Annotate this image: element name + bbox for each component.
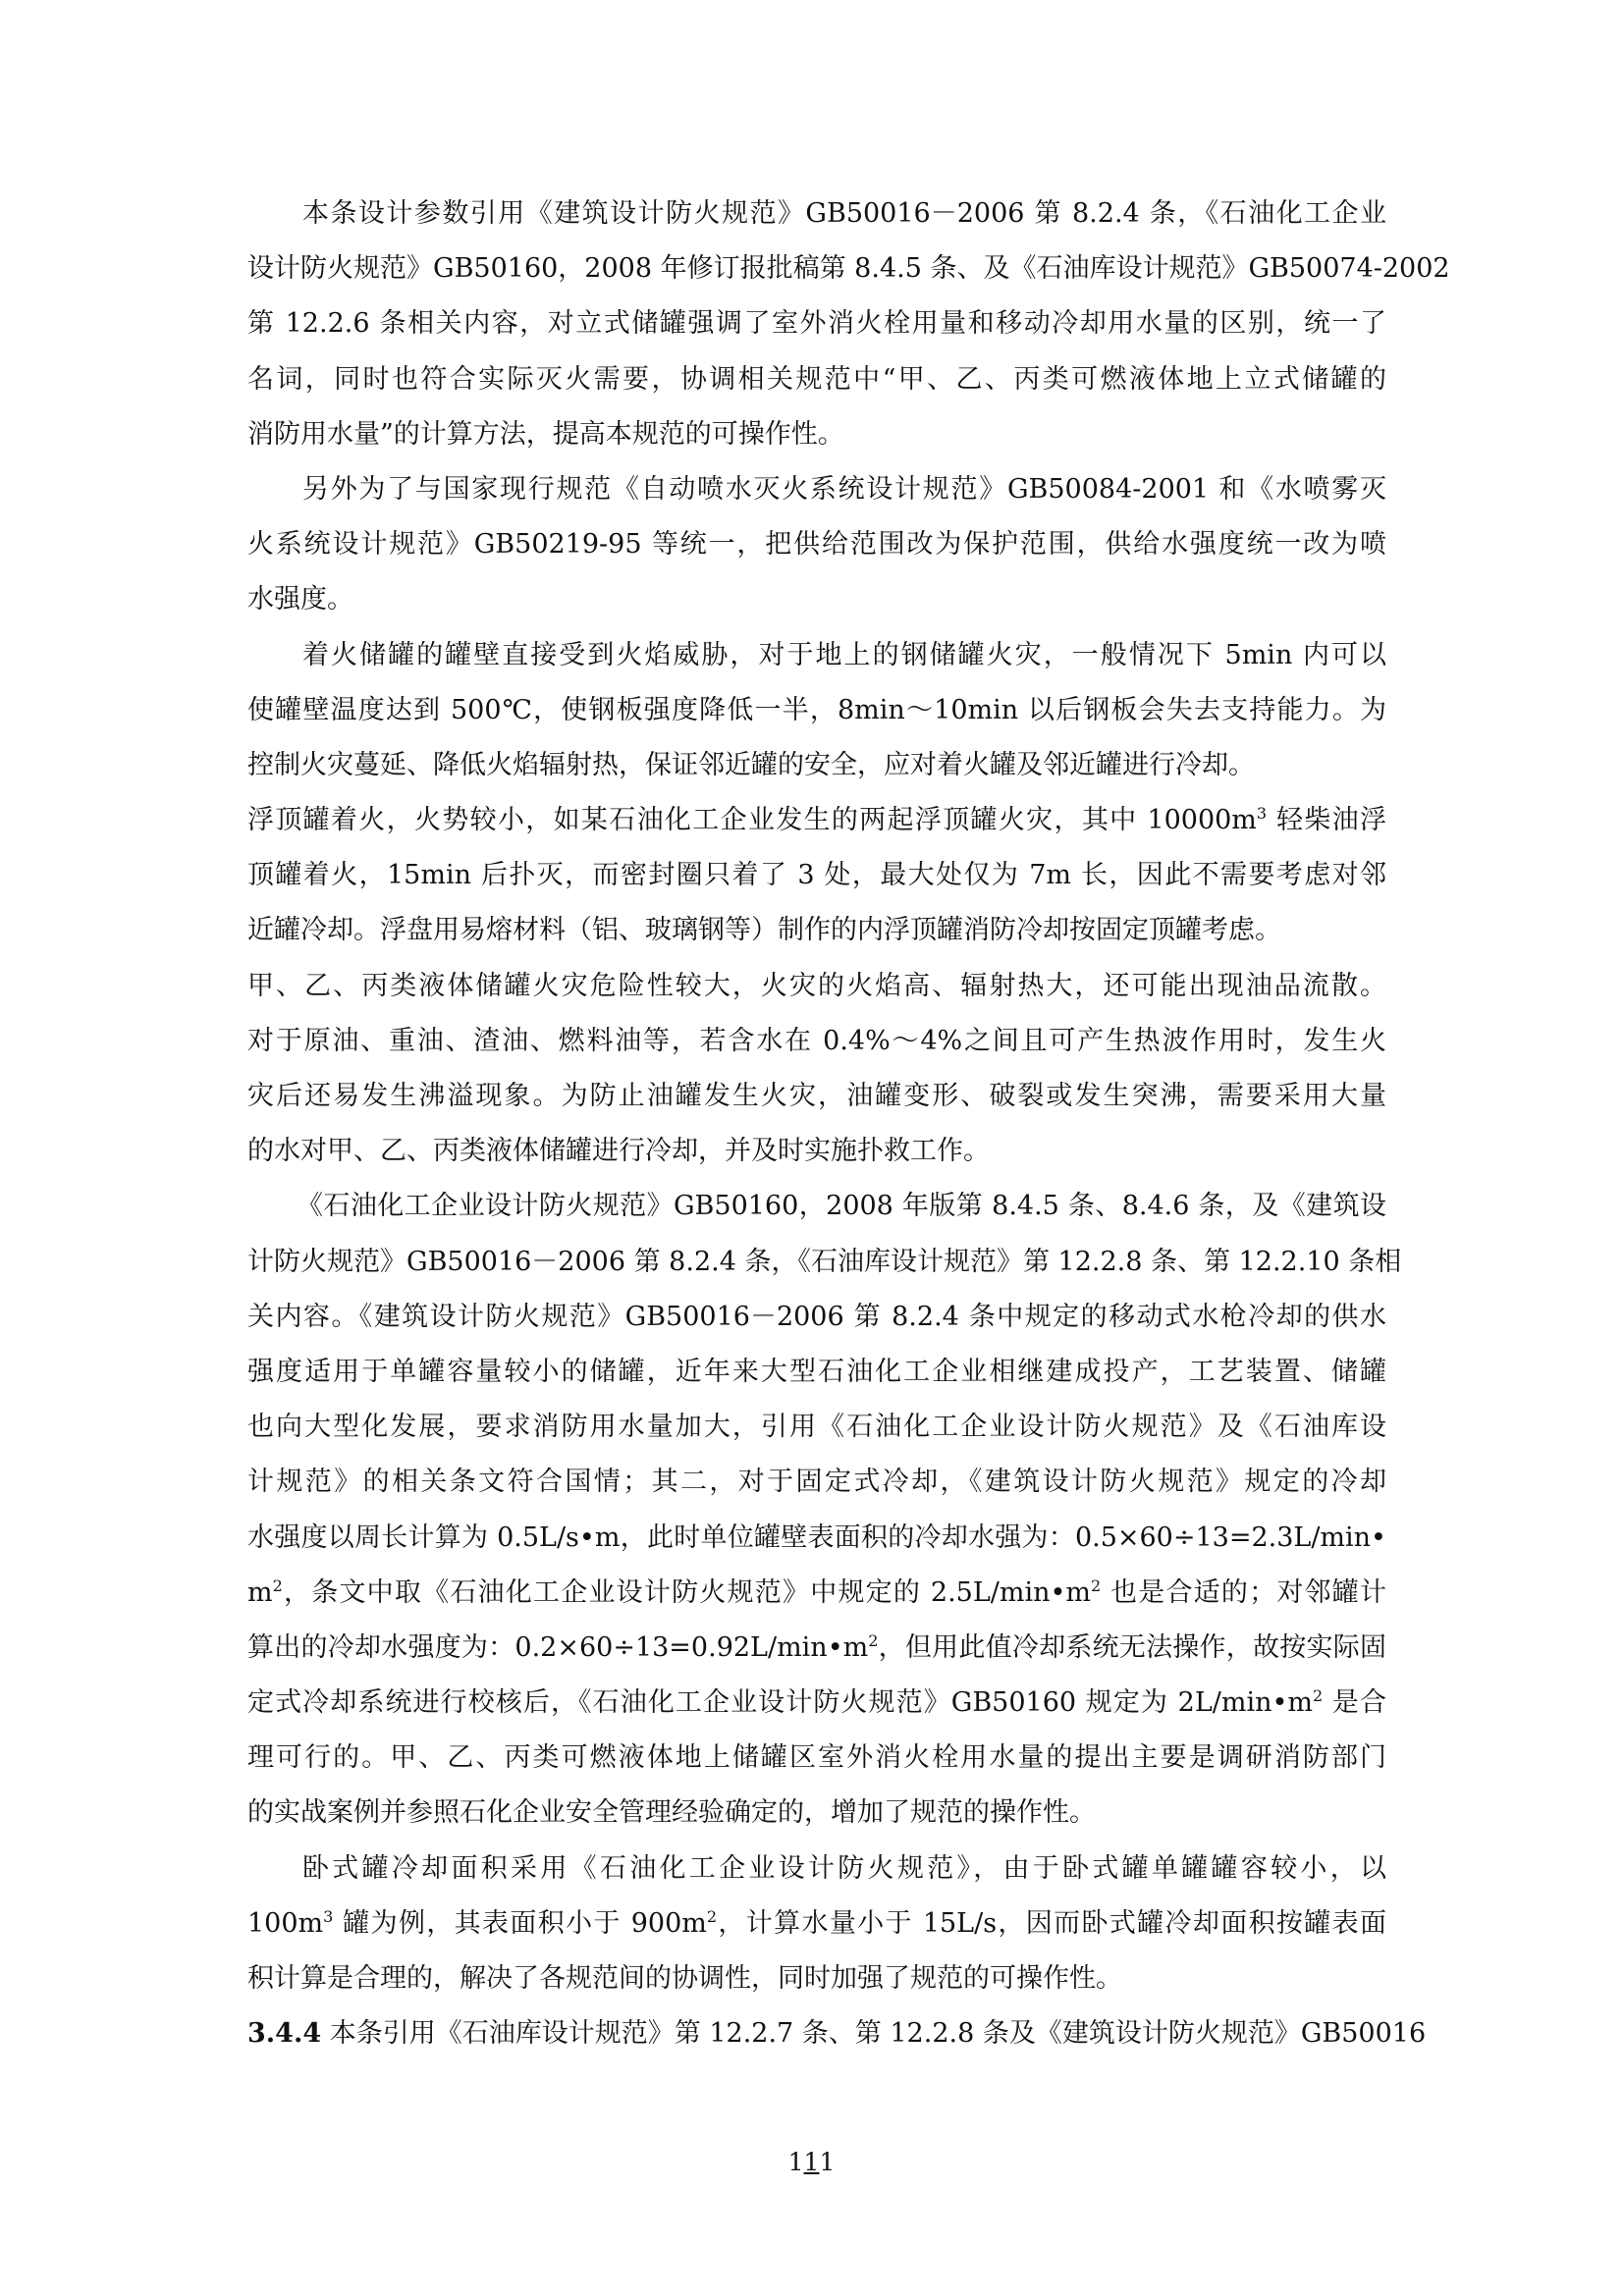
text-span: m: [247, 1576, 273, 1608]
text-line: 使罐壁温度达到 500℃，使钢板强度降低一半，8min～10min 以后钢板会失去支持能力。为: [247, 694, 1386, 725]
superscript: 3: [1256, 804, 1268, 824]
text-line: [247, 1566, 1386, 1621]
text-span: 也是合适的；对邻罐计: [1101, 1576, 1386, 1608]
text-line: 灾后还易发生沸溢现象。为防止油罐发生火灾，油罐变形、破裂或发生突沸，需要采用大量: [247, 1081, 1386, 1111]
superscript: 2: [1091, 1575, 1102, 1595]
text-span: 本条引用《石油库设计规范》第 12.2.7 条、第 12.2.8 条及《建筑设计防火规范》GB50016: [321, 2018, 1427, 2050]
superscript: 2: [706, 1906, 718, 1926]
text-line: 也向大型化发展，要求消防用水量加大，引用《石油化工企业设计防火规范》及《石油库设: [247, 1412, 1386, 1443]
superscript: 3: [323, 1906, 334, 1926]
text-line: 近罐冷却。浮盘用易熔材料（铝、玻璃钢等）制作的内浮顶罐消防冷却按固定顶罐考虑。: [247, 915, 1281, 946]
text-line: 设计防火规范》GB50160，2008 年修订报批稿第 8.4.5 条、及《石油库设计规范》GB50074-2002: [247, 253, 1450, 285]
page-number: [0, 2148, 1623, 2176]
page-number-digit: 1: [803, 2148, 820, 2176]
text-line: 关内容。《建筑设计防火规范》GB50016－2006 第 8.2.4 条中规定的移动式水枪冷却的供水: [247, 1301, 1386, 1332]
document-body: [247, 187, 1450, 2061]
superscript: 2: [868, 1630, 879, 1650]
text-line: 计规范》的相关条文符合国情；其二，对于固定式冷却，《建筑设计防火规范》规定的冷却: [247, 1467, 1386, 1498]
superscript: 2: [272, 1575, 283, 1595]
text-line: 着火储罐的罐壁直接受到火焰威胁，对于地上的钢储罐火灾，一般情况下 5min 内可以: [302, 639, 1386, 670]
text-line: 卧式罐冷却面积采用《石油化工企业设计防火规范》，由于卧式罐单罐罐容较小，以: [302, 1852, 1386, 1884]
text-span: ，计算水量小于 15L/s，因而卧式罐冷却面积按罐表面: [717, 1907, 1386, 1939]
text-line: 甲、乙、丙类液体储罐火灾危险性较大，火灾的火焰高、辐射热大，还可能出现油品流散。: [247, 970, 1386, 1001]
text-line: [247, 1896, 1386, 1951]
text-line: 第 12.2.6 条相关内容，对立式储罐强调了室外消火栓用量和移动冷却用水量的区别，统一了: [247, 308, 1386, 340]
text-line: 强度适用于单罐容量较小的储罐，近年来大型石油化工企业相继建成投产，工艺装置、储罐: [247, 1356, 1386, 1387]
text-span: 轻柴油浮: [1267, 805, 1386, 836]
text-line: 水强度以周长计算为 0.5L/s•m，此时单位罐壁表面积的冷却水强为：0.5×60÷13=2.3L/min•: [247, 1522, 1386, 1553]
text-line: 顶罐着火，15min 后扑灭，而密封圈只着了 3 处，最大处仅为 7m 长，因此不需要考虑对邻: [247, 860, 1386, 891]
text-line: [247, 793, 1386, 848]
page-number-digit: 1: [787, 2148, 804, 2176]
text-span: 100m: [247, 1907, 324, 1939]
section-number: 3.4.4: [247, 2018, 322, 2050]
text-line: [247, 2006, 1427, 2061]
text-line: 本条设计参数引用《建筑设计防火规范》GB50016－2006 第 8.2.4 条，《石油化工企业: [302, 198, 1386, 229]
text-span: 定式冷却系统进行校核后，《石油化工企业设计防火规范》GB50160 规定为 2L/min•m: [247, 1687, 1314, 1719]
text-line: 名词，同时也符合实际灭火需要，协调相关规范中“甲、乙、丙类可燃液体地上立式储罐的: [247, 363, 1386, 395]
page-number-digit: 1: [819, 2148, 836, 2176]
text-line: 计防火规范》GB50016－2006 第 8.2.4 条，《石油库设计规范》第 12.2.8 条、第 12.2.10 条相: [247, 1246, 1402, 1277]
text-span: ，条文中取《石油化工企业设计防火规范》中规定的 2.5L/min•m: [282, 1576, 1092, 1608]
text-line: 对于原油、重油、渣油、燃料油等，若含水在 0.4%～4%之间且可产生热波作用时，发生火: [247, 1025, 1386, 1056]
text-line: 火系统设计规范》GB50219-95 等统一，把供给范围改为保护范围，供给水强度统一改为喷: [247, 529, 1386, 561]
text-line: 另外为了与国家现行规范《自动喷水灭火系统设计规范》GB50084-2001 和《水喷雾灭: [302, 473, 1386, 505]
text-line: 消防用水量”的计算方法，提高本规范的可操作性。: [247, 418, 844, 450]
text-line: 积计算是合理的，解决了各规范间的协调性，同时加强了规范的可操作性。: [247, 1963, 1122, 1994]
text-span: 罐为例，其表面积小于 900m: [333, 1907, 707, 1939]
text-line: 控制火灾蔓延、降低火焰辐射热，保证邻近罐的安全，应对着火罐及邻近罐进行冷却。: [247, 749, 1255, 780]
text-line: 的水对甲、乙、丙类液体储罐进行冷却，并及时实施扑救工作。: [247, 1136, 990, 1167]
text-span: ，但用此值冷却系统无法操作，故按实际固: [878, 1631, 1386, 1663]
text-line: [247, 1621, 1386, 1676]
superscript: 2: [1313, 1686, 1324, 1706]
text-line: 理可行的。甲、乙、丙类可燃液体地上储罐区室外消火栓用水量的提出主要是调研消防部门: [247, 1742, 1386, 1774]
text-line: [247, 1676, 1386, 1731]
text-span: 算出的冷却水强度为：0.2×60÷13=0.92L/min•m: [247, 1631, 869, 1663]
text-line: 的实战案例并参照石化企业安全管理经验确定的，增加了规范的操作性。: [247, 1797, 1096, 1829]
text-line: 《石油化工企业设计防火规范》GB50160，2008 年版第 8.4.5 条、8.4.6 条，及《建筑设: [297, 1191, 1386, 1222]
text-span: 浮顶罐着火，火势较小，如某石油化工企业发生的两起浮顶罐火灾，其中 10000m: [247, 805, 1257, 836]
text-span: 是合: [1323, 1687, 1386, 1719]
text-line: 水强度。: [247, 584, 353, 615]
